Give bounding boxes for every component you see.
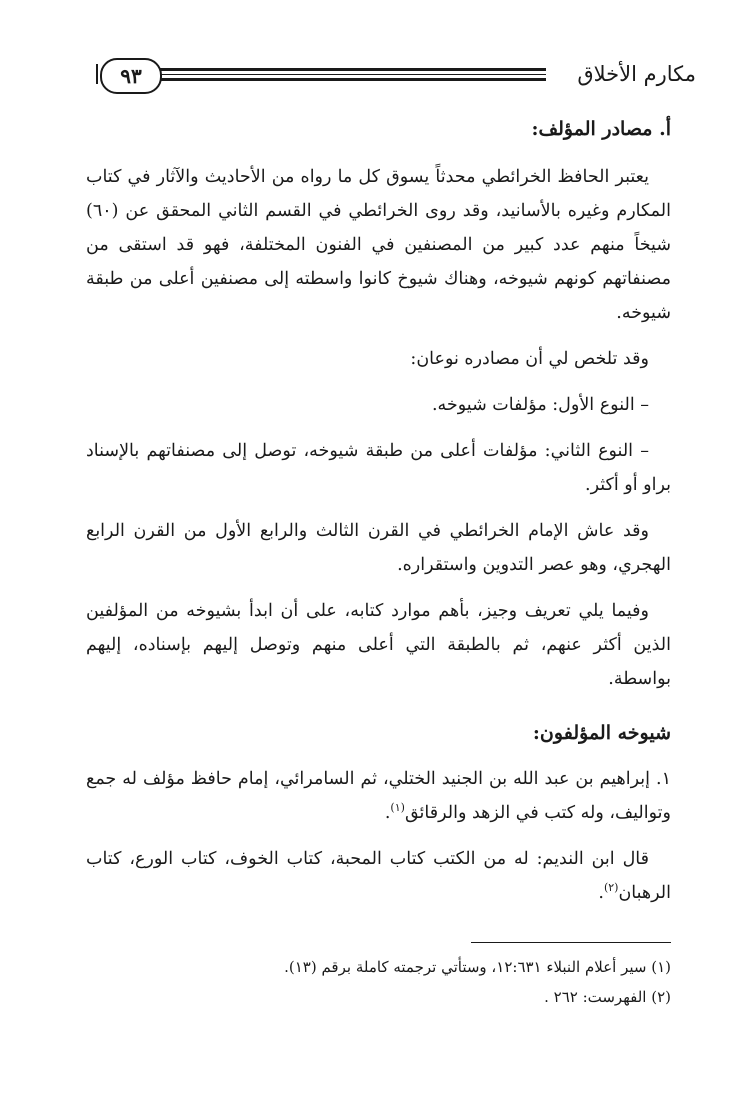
page-number: ٩٣ bbox=[100, 58, 162, 94]
footnote-2: (٢) الفهرست: ٢٦٢ . bbox=[544, 988, 671, 1006]
footnote-ref-2[interactable]: (٢) bbox=[603, 881, 619, 895]
page-header bbox=[96, 58, 696, 102]
header-rule-thin bbox=[132, 74, 546, 75]
entry-1-text: ١. إبراهيم بن عبد الله بن الجنيد الختلي، ثم السامرائي، إمام حافظ مؤلف له جمع وتواليف، وله كتب في الزهد والرقائق bbox=[86, 769, 671, 823]
paragraph-5 bbox=[86, 842, 671, 910]
list-item-type-2: – النوع الثاني: مؤلفات أعلى من طبقة شيوخه، توصل إلى مصنفاتهم بالإسناد براو أو أكثر. bbox=[86, 441, 671, 495]
paragraph-5-end: . bbox=[598, 883, 604, 903]
footnote-separator bbox=[471, 942, 671, 943]
footnote-1: (١) سير أعلام النبلاء ١٢:٦٣١، وستأتي ترجمته كاملة برقم (١٣). bbox=[284, 958, 671, 976]
header-rule-thick-bottom bbox=[132, 78, 546, 81]
paragraph-2: وقد تلخص لي أن مصادره نوعان: bbox=[410, 349, 649, 369]
footnotes bbox=[86, 952, 671, 1012]
running-title: مكارم الأخلاق bbox=[577, 62, 696, 86]
entry-1 bbox=[86, 762, 671, 830]
paragraph-5-text: قال ابن النديم: له من الكتب كتاب المحبة، كتاب الخوف، كتاب الورع، كتاب الرهبان bbox=[86, 849, 671, 903]
paragraph-1: يعتبر الحافظ الخرائطي محدثاً يسوق كل ما رواه من الأحاديث والآثار في كتاب المكارم وغيره بالأسانيد، وقد روى الخرائطي في القسم الثاني المحقق عن (٦٠) شيخاً منهم عدد كبير من المصنفين في الفنون المختلفة، فهو قد استقى من مصنفاتهم كونهم شيوخه، وهناك شيوخ كانوا واسطته إلى مصنفين أعلى من طبقة شيوخه. bbox=[86, 167, 671, 323]
list-item-type-1: – النوع الأول: مؤلفات شيوخه. bbox=[431, 395, 649, 415]
footnote-ref-1[interactable]: (١) bbox=[390, 801, 405, 815]
section-heading-sources: أ. مصادر المؤلف: bbox=[531, 118, 671, 140]
section-heading-author-sheikhs: شيوخه المؤلفون: bbox=[532, 722, 671, 744]
main-text bbox=[86, 112, 671, 922]
paragraph-4: وفيما يلي تعريف وجيز، بأهم موارد كتابه، على أن ابدأ بشيوخه من المؤلفين الذين أكثر عنهم، ثم بالطبقة التي أعلى منهم وتوصل إليهم بإسناده، إليهم بواسطة. bbox=[86, 601, 671, 689]
entry-1-end: . bbox=[384, 803, 391, 823]
paragraph-3: وقد عاش الإمام الخرائطي في القرن الثالث والرابع الأول من القرن الرابع الهجري، وهو عصر التدوين واستقراره. bbox=[86, 521, 671, 575]
header-rule-thick-top bbox=[132, 68, 546, 71]
